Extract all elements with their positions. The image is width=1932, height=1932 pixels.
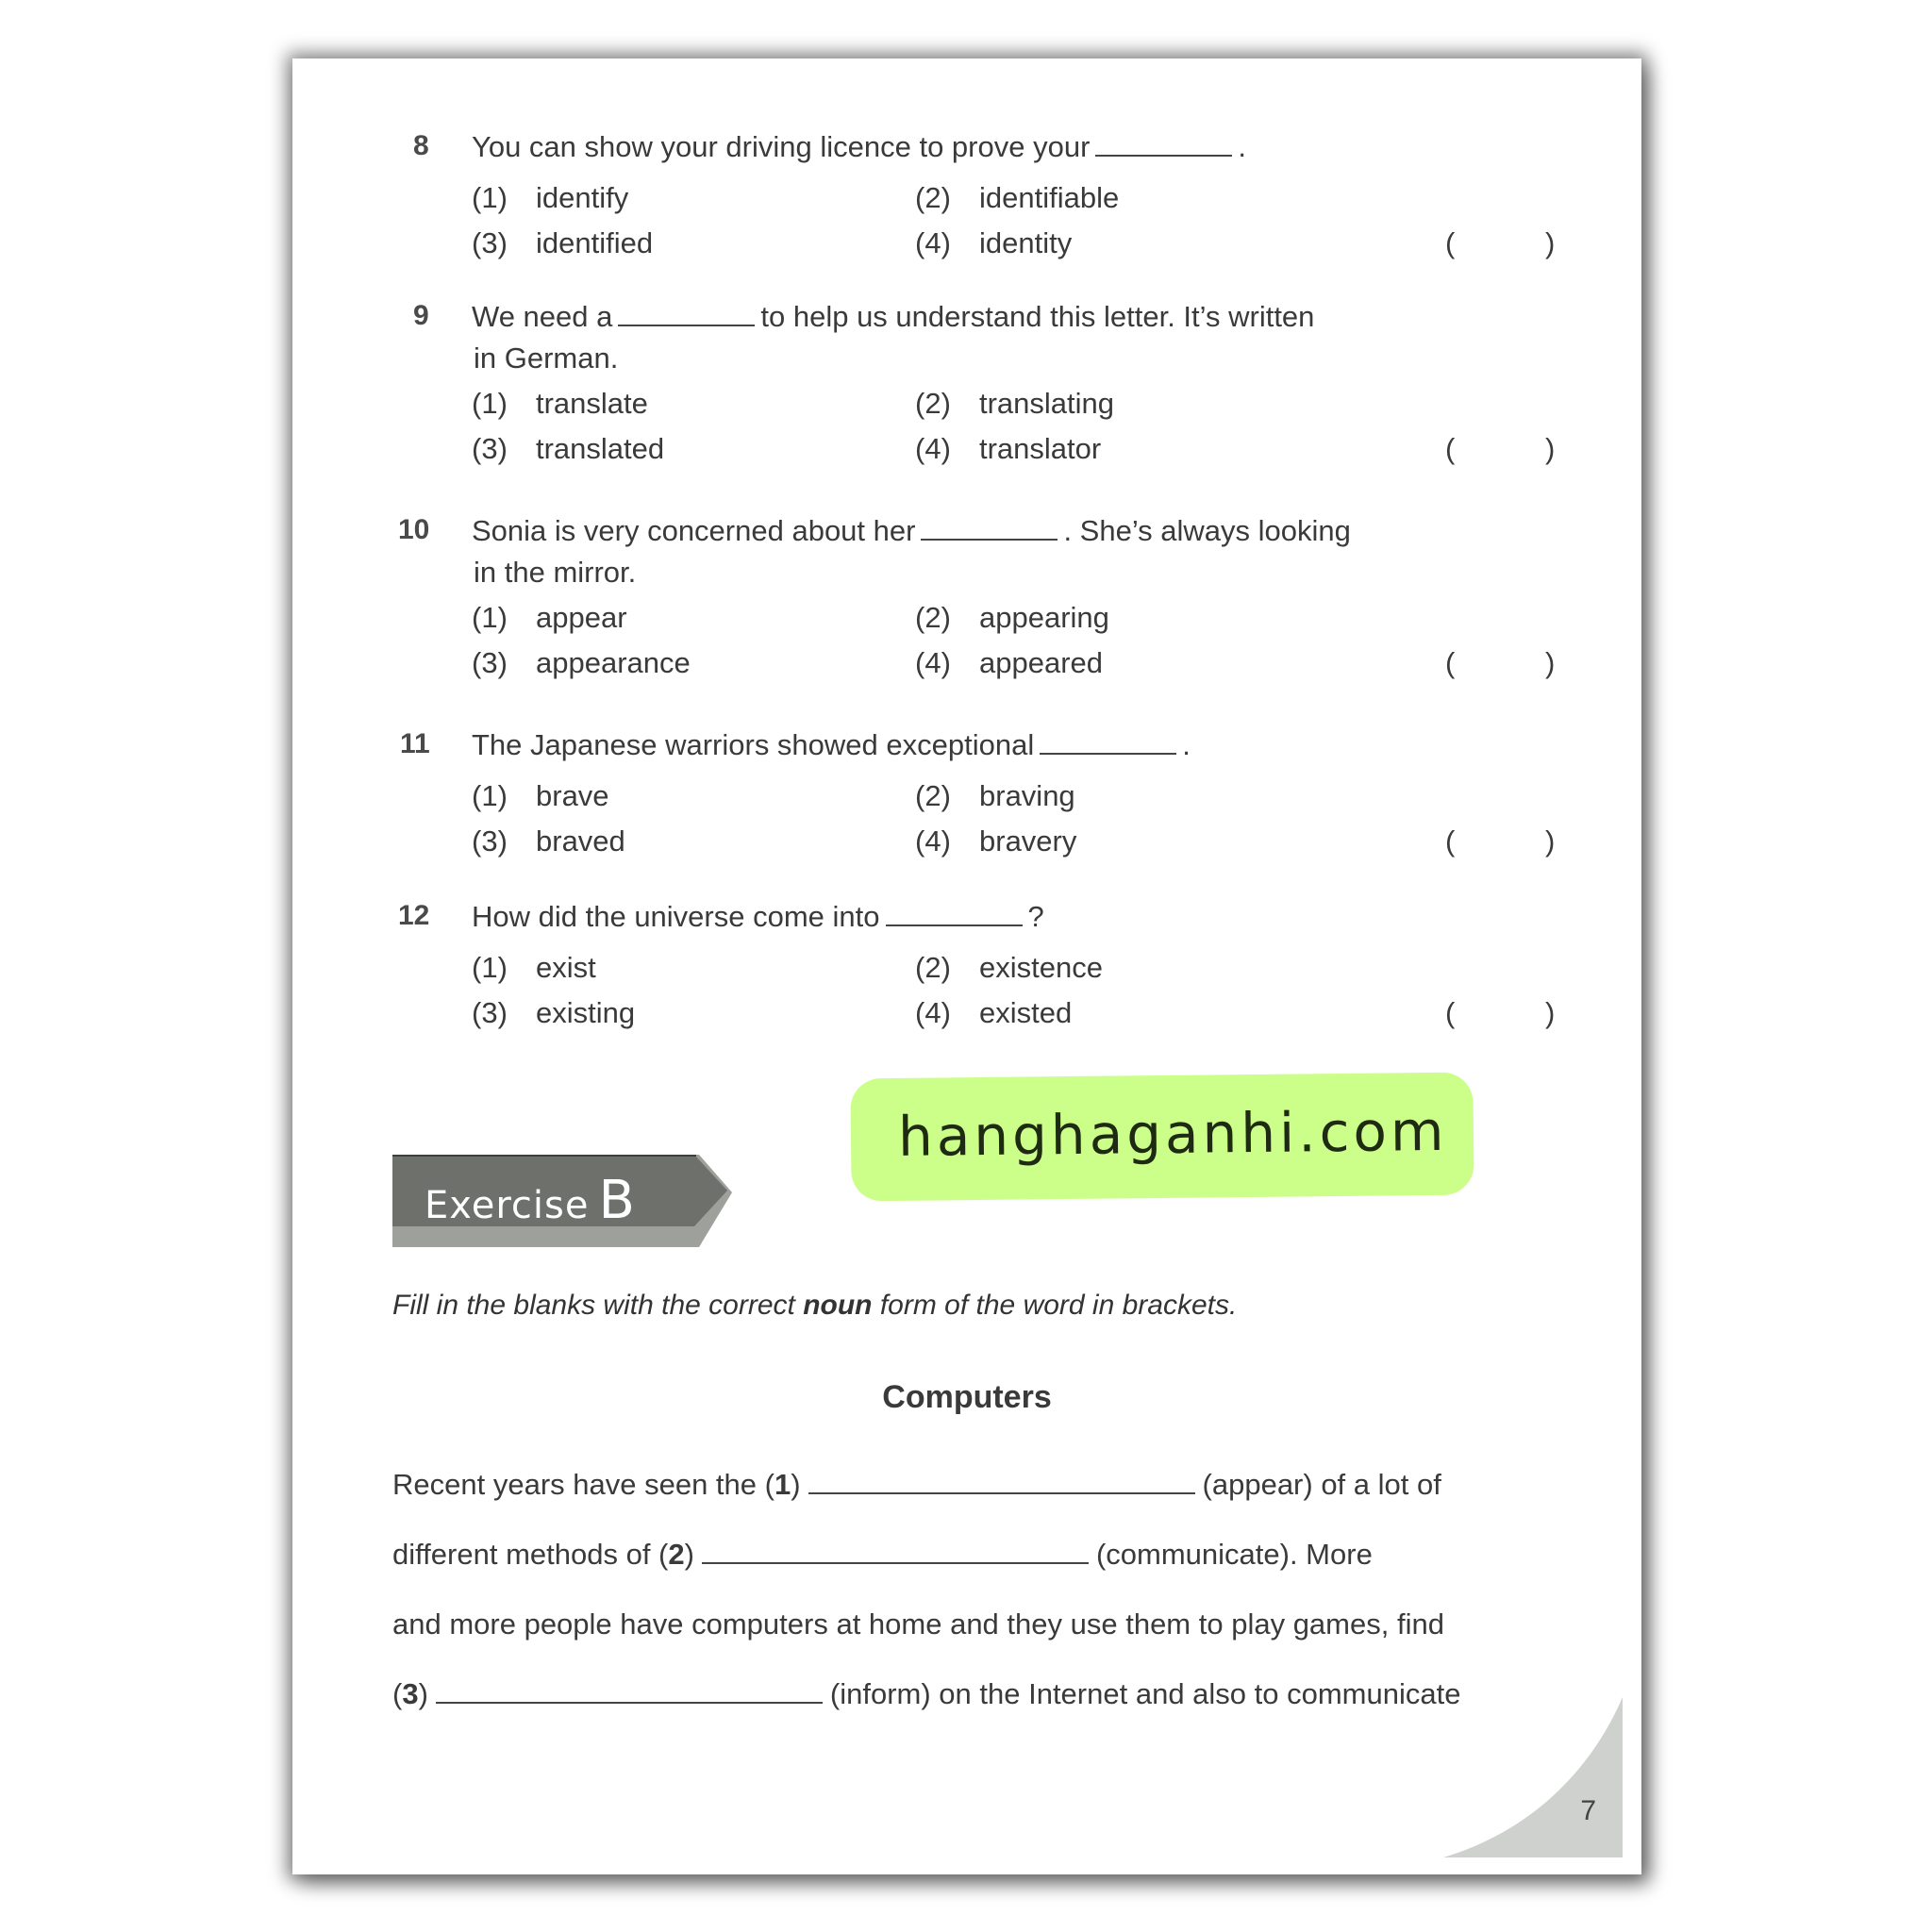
option-4[interactable]: (4) translator: [915, 432, 1102, 465]
answer-blank[interactable]: [1095, 132, 1232, 157]
workbook-page: [292, 58, 1641, 1874]
passage-line-4: (3) (inform) on the Internet and also to communicate: [392, 1677, 1461, 1710]
answer-blank-1[interactable]: [808, 1468, 1195, 1494]
answer-bracket-close[interactable]: ): [1545, 996, 1556, 1029]
answer-bracket-close[interactable]: ): [1545, 646, 1556, 679]
question-number: 11: [400, 728, 430, 759]
page-corner-decoration: [1443, 1697, 1623, 1857]
passage-title: Computers: [882, 1379, 1052, 1415]
option-2[interactable]: (2) existence: [915, 951, 1103, 984]
question-text: Sonia is very concerned about her . She’s always looking: [472, 514, 1351, 547]
watermark-text: hanghaganhi.com: [897, 1098, 1448, 1169]
answer-bracket-close[interactable]: ): [1545, 226, 1556, 259]
exercise-title: Exercise B: [425, 1170, 636, 1231]
option-1[interactable]: (1) brave: [472, 779, 609, 812]
answer-blank[interactable]: [886, 902, 1023, 926]
question-number: 8: [413, 130, 429, 161]
question-text: We need a to help us understand this letter. It’s written: [472, 300, 1315, 333]
option-2[interactable]: (2) identifiable: [915, 181, 1120, 214]
question-number: 10: [398, 514, 430, 545]
option-4[interactable]: (4) bravery: [915, 824, 1077, 858]
option-4[interactable]: (4) identity: [915, 226, 1073, 259]
answer-bracket-close[interactable]: ): [1545, 824, 1556, 858]
answer-blank[interactable]: [1040, 730, 1176, 755]
page-number: 7: [1580, 1795, 1596, 1826]
question-number: 12: [398, 900, 430, 931]
answer-blank[interactable]: [921, 516, 1058, 541]
answer-bracket-close[interactable]: ): [1545, 432, 1556, 465]
answer-bracket-open[interactable]: (: [1445, 646, 1456, 679]
answer-blank-2[interactable]: [702, 1538, 1089, 1564]
answer-bracket-open[interactable]: (: [1445, 432, 1456, 465]
option-1[interactable]: (1) identify: [472, 181, 629, 214]
option-1[interactable]: (1) translate: [472, 387, 648, 420]
question-text: [472, 130, 1246, 164]
option-3[interactable]: (3) existing: [472, 996, 636, 1029]
question-text-line2: in the mirror.: [474, 556, 637, 589]
exercise-instruction: Fill in the blanks with the correct noun form of the word in brackets.: [392, 1290, 1238, 1321]
answer-bracket-open[interactable]: (: [1445, 226, 1456, 259]
option-4[interactable]: (4) appeared: [915, 646, 1104, 679]
passage-line-2: different methods of (2) (communicate). More: [392, 1538, 1373, 1571]
option-3[interactable]: (3) translated: [472, 432, 665, 465]
question-text-after: .: [1238, 130, 1247, 163]
passage-line-3: and more people have computers at home and they use them to play games, find: [392, 1607, 1444, 1641]
answer-bracket-open[interactable]: (: [1445, 996, 1456, 1029]
question-number: 9: [413, 300, 429, 331]
option-3[interactable]: (3) appearance: [472, 646, 691, 679]
option-3[interactable]: (3) braved: [472, 824, 625, 858]
passage-line-1: Recent years have seen the (1) (appear) of a lot of: [392, 1468, 1441, 1501]
question-text-line2: in German.: [474, 341, 619, 375]
answer-bracket-open[interactable]: (: [1445, 824, 1456, 858]
option-2[interactable]: (2) braving: [915, 779, 1075, 812]
question-text: The Japanese warriors showed exceptional .: [472, 728, 1191, 761]
option-4[interactable]: (4) existed: [915, 996, 1073, 1029]
option-3[interactable]: (3) identified: [472, 226, 654, 259]
question-text-before: You can show your driving licence to prove your: [472, 130, 1091, 163]
exercise-banner: [392, 1155, 732, 1247]
answer-blank-3[interactable]: [436, 1677, 823, 1704]
answer-blank[interactable]: [618, 302, 755, 326]
option-2[interactable]: (2) appearing: [915, 601, 1109, 634]
option-1[interactable]: (1) appear: [472, 601, 627, 634]
option-1[interactable]: (1) exist: [472, 951, 596, 984]
question-text: How did the universe come into ?: [472, 900, 1044, 933]
watermark-badge: [850, 1073, 1474, 1202]
option-2[interactable]: (2) translating: [915, 387, 1115, 420]
